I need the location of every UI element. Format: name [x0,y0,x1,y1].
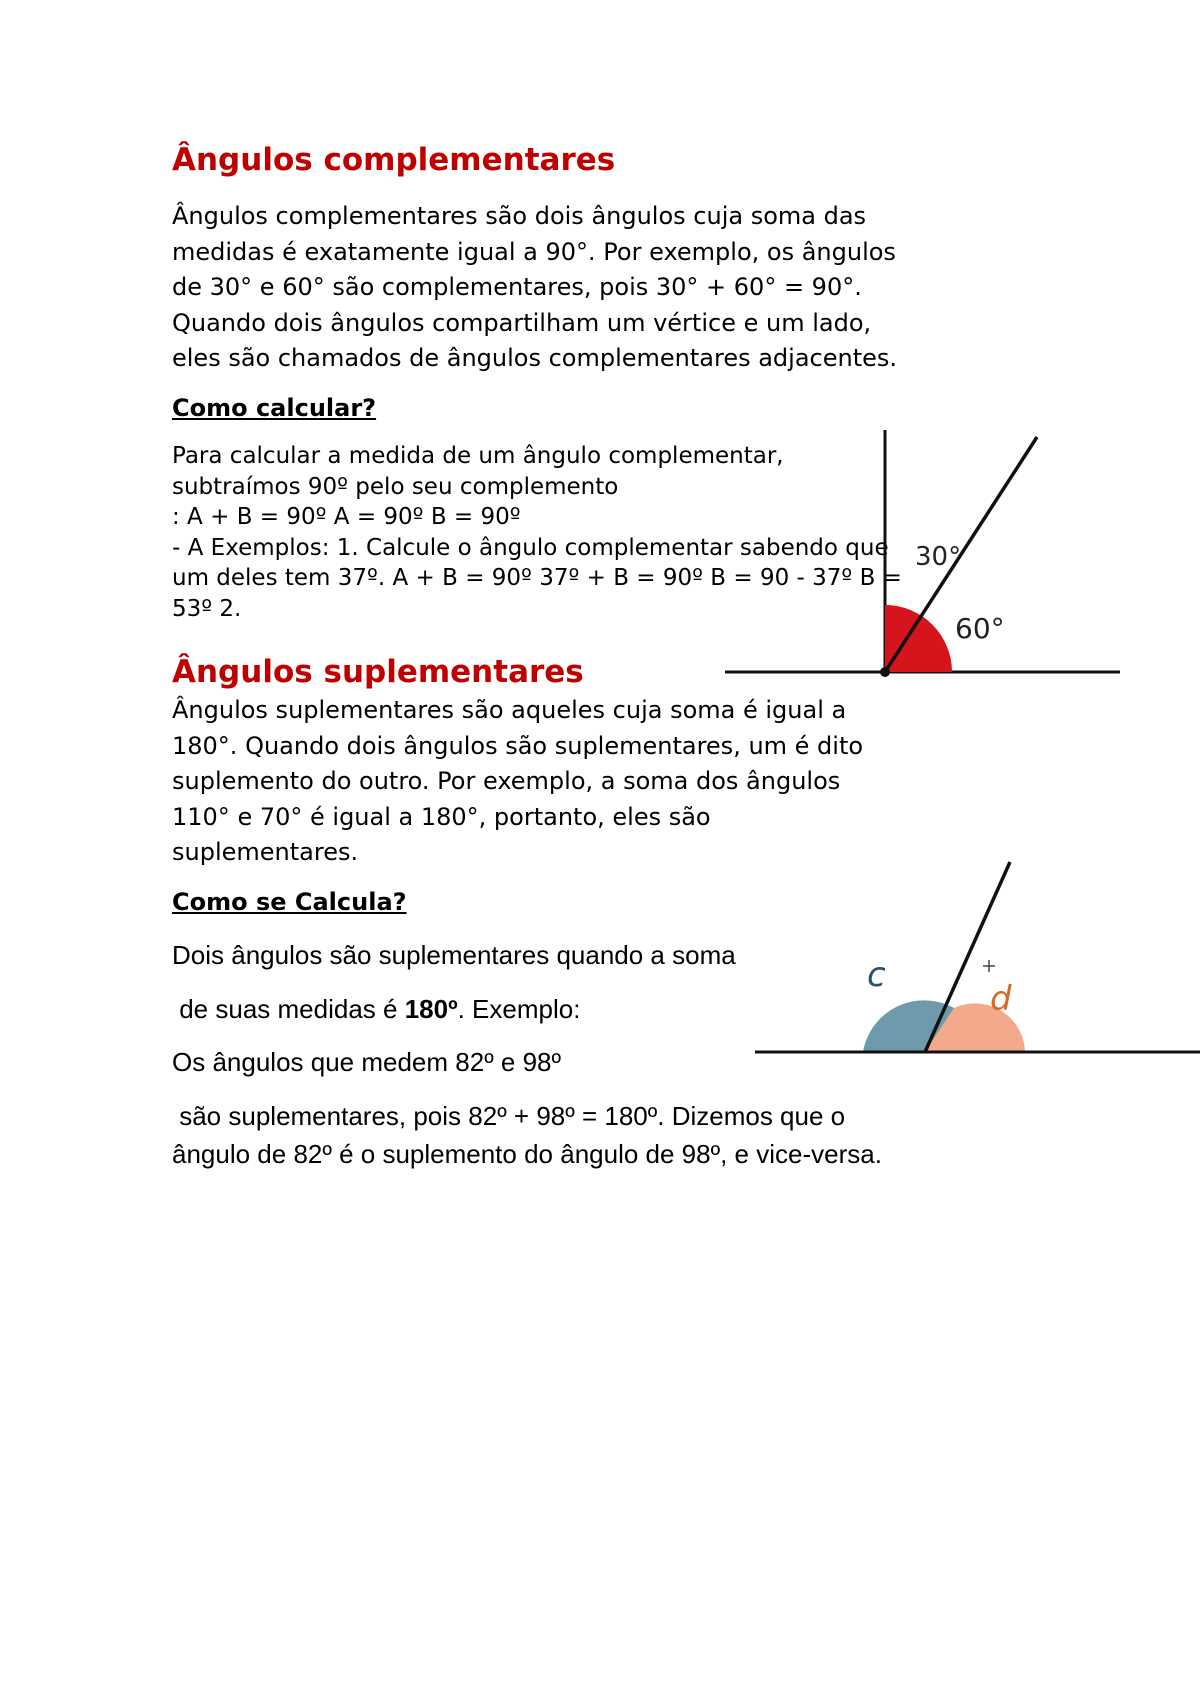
calc-line: : A + B = 90º A = 90º B = 90º [172,504,521,530]
paragraph-line: 110° e 70° é igual a 180°, portanto, eles são [172,802,711,831]
calc-line: - A Exemplos: 1. Calcule o ângulo complementar sabendo que [172,534,889,561]
small-angle-label: 30° [915,542,962,572]
angle-label: 60° [955,612,1005,645]
paragraph-line: suplemento do outro. Por exemplo, a soma dos ângulos [172,767,841,795]
line2-prefix: de suas medidas é [172,994,405,1024]
line2-suffix: . Exemplo: [457,994,581,1024]
suplementar-line [172,994,580,1025]
paragraph-line: de 30° e 60° são complementares, pois 30° + 60° = 90°. [172,273,862,301]
suplementar-line: são suplementares, pois 82º + 98º = 180º. Dizemos que o [172,1101,846,1131]
paragraph-line: 180°. Quando dois ângulos são suplementares, um é dito [172,731,864,760]
paragraph-line: Quando dois ângulos compartilham um vértice e um lado, [172,308,872,337]
label-c: c [867,955,886,995]
move-cursor-icon [983,960,995,972]
paragraph-line: suplementares. [172,838,359,866]
paragraph-line: eles são chamados de ângulos complementares adjacentes. [172,344,898,372]
paragraph-line: Ângulos complementares são dois ângulos cuja soma das [172,202,867,230]
vertex-dot [880,667,890,677]
suplementar-line: ângulo de 82º é o suplemento do ângulo de 98º, e vice-versa. [172,1139,882,1169]
como-calcular-subheading: Como calcular? [172,394,377,422]
paragraph-line: medidas é exatamente igual a 90°. Por exemplo, os ângulos [172,237,896,266]
como-se-calcula-subheading: Como se Calcula? [172,888,407,916]
section-suplementares-title: Ângulos suplementares [172,654,584,690]
line2-bold-value: 180º [404,994,458,1024]
suplementar-line: Dois ângulos são suplementares quando a soma [172,940,736,970]
section-complementares-title: Ângulos complementares [172,142,616,178]
angle-sector [885,605,952,672]
complementares-paragraph [172,199,897,377]
complementary-angle-figure [715,425,1125,685]
supplementary-angle-figure [750,790,1200,1135]
calc-line: subtraímos 90º pelo seu complemento [172,473,619,500]
label-d: d [990,979,1012,1019]
calc-line: Para calcular a medida de um ângulo complementar, [172,443,784,469]
calc-line: um deles tem 37º. A + B = 90º 37º + B = 90º B = 90 - 37º B = [172,565,902,591]
paragraph-line: Ângulos suplementares são aqueles cuja soma é igual a [172,696,847,724]
suplementar-line: Os ângulos que medem 82º e 98º [172,1047,562,1077]
calc-line: 53º 2. [172,595,242,622]
